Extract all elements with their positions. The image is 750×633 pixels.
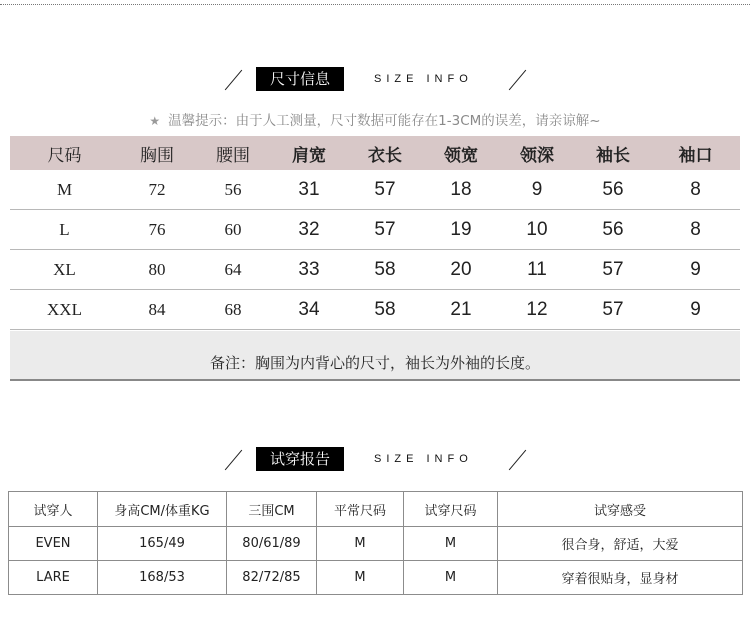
size-tip-text: 温馨提示：由于人工测量，尺寸数据可能存在1-3CM的误差，请亲谅解~	[168, 113, 601, 129]
header-cuff: 袖口	[651, 136, 740, 170]
header-waist: 腰围	[195, 136, 271, 170]
cell-length: 57	[347, 170, 423, 210]
cell-cuff: 9	[651, 250, 740, 290]
table-row	[9, 527, 743, 561]
cell-length: 57	[347, 210, 423, 250]
header-feedback: 试穿感受	[498, 492, 743, 527]
header-sleeve-length: 袖长	[575, 136, 651, 170]
cell-size: M	[10, 170, 119, 210]
cell-waist: 64	[195, 250, 271, 290]
cell-chest: 80	[119, 250, 195, 290]
cell-collar-depth: 9	[499, 170, 575, 210]
cell-feedback: 很合身，舒适，大爱	[498, 527, 743, 561]
cell-sleeve-length: 57	[575, 290, 651, 330]
header-chest: 胸围	[119, 136, 195, 170]
cell-usual-size: M	[317, 561, 404, 595]
size-remark: 备注：胸围为内背心的尺寸，袖长为外袖的长度。	[10, 331, 740, 381]
table-row	[10, 290, 740, 330]
cell-length: 58	[347, 290, 423, 330]
table-row	[10, 210, 740, 250]
cell-waist: 68	[195, 290, 271, 330]
size-tip	[0, 112, 750, 130]
cell-shoulder: 33	[271, 250, 347, 290]
cell-sleeve-length: 57	[575, 250, 651, 290]
header-measurements: 三围CM	[227, 492, 317, 527]
table-row	[10, 170, 740, 210]
cell-shoulder: 32	[271, 210, 347, 250]
cell-tried-size: M	[404, 527, 498, 561]
cell-usual-size: M	[317, 527, 404, 561]
cell-feedback: 穿着很贴身，显身材	[498, 561, 743, 595]
header-shoulder: 肩宽	[271, 136, 347, 170]
cell-shoulder: 31	[271, 170, 347, 210]
cell-sleeve-length: 56	[575, 210, 651, 250]
right-slash-decoration	[509, 70, 526, 91]
cell-chest: 76	[119, 210, 195, 250]
size-section-header	[0, 65, 750, 95]
cell-height-weight: 168/53	[98, 561, 227, 595]
header-length: 衣长	[347, 136, 423, 170]
cell-cuff: 9	[651, 290, 740, 330]
cell-height-weight: 165/49	[98, 527, 227, 561]
cell-chest: 72	[119, 170, 195, 210]
cell-size: L	[10, 210, 119, 250]
table-row	[9, 561, 743, 595]
header-usual-size: 平常尺码	[317, 492, 404, 527]
cell-length: 58	[347, 250, 423, 290]
cell-size: XXL	[10, 290, 119, 330]
cell-collar-depth: 11	[499, 250, 575, 290]
cell-waist: 56	[195, 170, 271, 210]
cell-collar-width: 19	[423, 210, 499, 250]
cell-size: XL	[10, 250, 119, 290]
header-height-weight: 身高CM/体重KG	[98, 492, 227, 527]
header-size: 尺码	[10, 136, 119, 170]
try-section-title: 试穿报告	[256, 447, 344, 471]
cell-chest: 84	[119, 290, 195, 330]
cell-sleeve-length: 56	[575, 170, 651, 210]
header-collar-width: 领宽	[423, 136, 499, 170]
cell-collar-width: 20	[423, 250, 499, 290]
size-table-header	[10, 136, 740, 170]
cell-tried-size: M	[404, 561, 498, 595]
cell-collar-depth: 12	[499, 290, 575, 330]
cell-measurements: 82/72/85	[227, 561, 317, 595]
left-slash-decoration	[225, 70, 242, 91]
cell-collar-width: 18	[423, 170, 499, 210]
cell-cuff: 8	[651, 170, 740, 210]
cell-shoulder: 34	[271, 290, 347, 330]
header-tried-size: 试穿尺码	[404, 492, 498, 527]
try-on-table	[8, 491, 743, 595]
cell-tester: LARE	[9, 561, 98, 595]
top-dotted-divider	[0, 4, 750, 5]
table-row	[10, 250, 740, 290]
star-icon: ★	[149, 114, 161, 128]
cell-cuff: 8	[651, 210, 740, 250]
try-section-header	[0, 445, 750, 475]
cell-collar-depth: 10	[499, 210, 575, 250]
cell-collar-width: 21	[423, 290, 499, 330]
right-slash-decoration	[509, 450, 526, 471]
header-tester: 试穿人	[9, 492, 98, 527]
size-section-subtitle: SIZE INFO	[374, 73, 473, 85]
cell-waist: 60	[195, 210, 271, 250]
size-table	[10, 136, 740, 330]
left-slash-decoration	[225, 450, 242, 471]
header-collar-depth: 领深	[499, 136, 575, 170]
try-section-subtitle: SIZE INFO	[374, 453, 473, 465]
size-section-title: 尺寸信息	[256, 67, 344, 91]
cell-measurements: 80/61/89	[227, 527, 317, 561]
try-table-header	[9, 492, 743, 527]
cell-tester: EVEN	[9, 527, 98, 561]
